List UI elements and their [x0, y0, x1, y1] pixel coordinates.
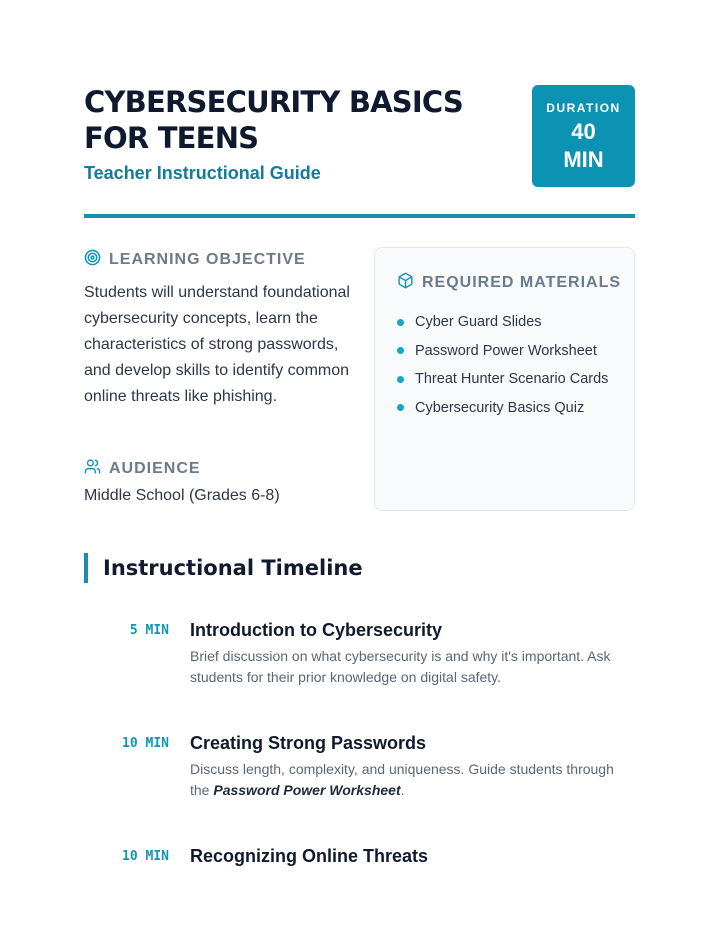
timeline-title: Introduction to Cybersecurity	[190, 620, 443, 640]
list-item	[397, 337, 608, 366]
materials-list	[397, 308, 608, 422]
audience-heading-label: AUDIENCE	[109, 460, 201, 477]
duration-value: 40 MIN	[563, 119, 604, 172]
target-icon	[84, 249, 109, 271]
description-end: .	[400, 782, 405, 798]
users-icon	[84, 458, 109, 480]
material-label: Password Power Worksheet	[415, 342, 597, 359]
audience-text: Middle School (Grades 6-8)	[84, 487, 280, 504]
bullet-dot	[397, 376, 404, 383]
timeline-description: Brief discussion on what cybersecurity is and why it's important. Ask students for their prior knowledge on digital safety.	[190, 648, 611, 685]
timeline-time: 10 MIN	[122, 736, 169, 751]
audience-heading	[84, 458, 201, 480]
timeline-title: Creating Strong Passwords	[190, 733, 427, 753]
list-item	[397, 308, 608, 337]
list-item	[397, 394, 608, 423]
objective-heading-label: LEARNING OBJECTIVE	[109, 251, 306, 268]
material-label: Cybersecurity Basics Quiz	[415, 399, 585, 416]
objective-text: Students will understand foundational cybersecurity concepts, learn the characteristics of strong passwords, and develop skills to identify common online threats like phishing.	[84, 284, 350, 405]
description-text: Discuss length, complexity, and uniqueness. Guide students through the	[190, 761, 614, 798]
material-label: Cyber Guard Slides	[415, 314, 542, 331]
bullet-dot	[397, 404, 404, 411]
duration-badge	[532, 85, 635, 187]
timeline-heading: Instructional Timeline	[84, 553, 363, 583]
page-subtitle: Teacher Instructional Guide	[84, 163, 321, 183]
worksheet-reference: Password Power Worksheet	[213, 782, 401, 798]
header-divider	[84, 214, 635, 218]
objective-heading	[84, 249, 306, 271]
timeline-time: 5 MIN	[129, 623, 169, 638]
materials-card	[374, 247, 635, 511]
bullet-dot	[397, 347, 404, 354]
page-title: CYBERSECURITY BASICS FOR TEENS	[84, 85, 463, 155]
materials-heading-label: REQUIRED MATERIALS	[422, 274, 622, 291]
timeline-title: Recognizing Online Threats	[190, 846, 429, 866]
box-icon	[397, 272, 422, 294]
timeline-description	[190, 759, 630, 801]
materials-heading	[397, 272, 621, 294]
timeline-time: 10 MIN	[122, 849, 169, 864]
duration-label: DURATION	[546, 101, 621, 115]
bullet-dot	[397, 319, 404, 326]
material-label: Threat Hunter Scenario Cards	[415, 371, 609, 388]
list-item	[397, 365, 608, 394]
